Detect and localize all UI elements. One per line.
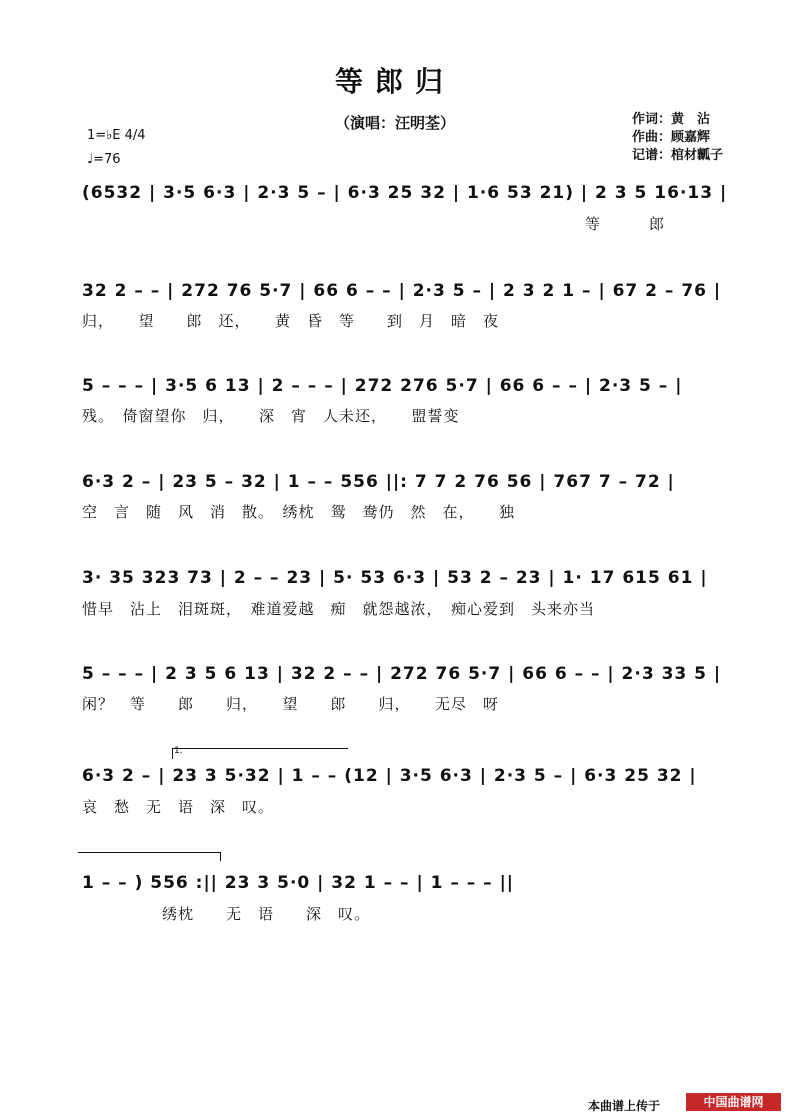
volta-bracket [172,748,348,759]
staff-5-notes: 3· 35 323 73 | 2 – – 23 | 5· 53 6·3 | 53 2 – 23 | 1· 17 615 61 | [82,568,708,588]
staff-4-notes: 6·3 2 – | 23 5 – 32 | 1 – – 556 ||: 7 7 2 76 56 | 767 7 – 72 | [82,472,675,492]
staff-1-notes: (6532 | 3·5 6·3 | 2·3 5 – | 6·3 25 32 | 1·6 53 21) | 2 3 5 16·13 | [82,183,728,203]
staff-4-lyrics: 空 言 随 风 消 散。 绣枕 鸳 鸯仍 然 在， 独 [82,503,516,521]
lyricist-credit: 作词：黄 沾 [632,112,711,127]
footer-upload-text: 本曲谱上传于 [588,1099,661,1113]
page-title: 等郎归 [334,65,455,98]
volta-bracket-end [78,852,221,861]
volta-label: 1. [174,746,183,756]
staff-3-notes: 5 – – – | 3·5 6 13 | 2 – – – | 272 276 5·7 | 66 6 – – | 2·3 5 – | [82,376,683,396]
staff-2-lyrics: 归， 望 郎 还， 黄 昏 等 到 月 暗 夜 [82,312,500,330]
staff-6-notes: 5 – – – | 2 3 5 6 13 | 32 2 – – | 272 76 5·7 | 66 6 – – | 2·3 33 5 | [82,664,722,684]
tempo-marking: ♩=76 [87,152,121,167]
staff-6-lyrics: 闲？ 等 郎 归， 望 郎 归， 无尽 呀 [82,695,500,713]
transcriber-credit: 记谱：棺材瓤子 [632,148,724,163]
singer-credit: （演唱：汪明荃） [335,114,456,132]
staff-3-lyrics: 残。 倚窗望你 归， 深 宵 人未还， 盟誓变 [82,407,460,425]
site-logo[interactable]: 中国曲谱网 [686,1093,781,1111]
staff-7-notes: 6·3 2 – | 23 3 5·32 | 1 – – (12 | 3·5 6·3 | 2·3 5 – | 6·3 25 32 | [82,766,697,786]
staff-8-notes: 1 – – ) 556 :|| 23 3 5·0 | 32 1 – – | 1 – – – || [82,873,515,893]
key-signature: 1=♭E 4/4 [87,128,146,143]
staff-2-notes: 32 2 – – | 272 76 5·7 | 66 6 – – | 2·3 5 – | 2 3 2 1 – | 67 2 – 76 | [82,281,722,301]
staff-5-lyrics: 惜早 沾上 泪斑斑， 难道爱越 痴 就怨越浓， 痴心爱到 头来亦当 [82,600,596,618]
staff-1-lyrics: 等 郎 [585,215,666,233]
composer-credit: 作曲：顾嘉辉 [632,130,711,145]
staff-8-lyrics: 绣枕 无 语 深 叹。 [162,905,371,923]
staff-7-lyrics: 哀 愁 无 语 深 叹。 [82,798,275,816]
